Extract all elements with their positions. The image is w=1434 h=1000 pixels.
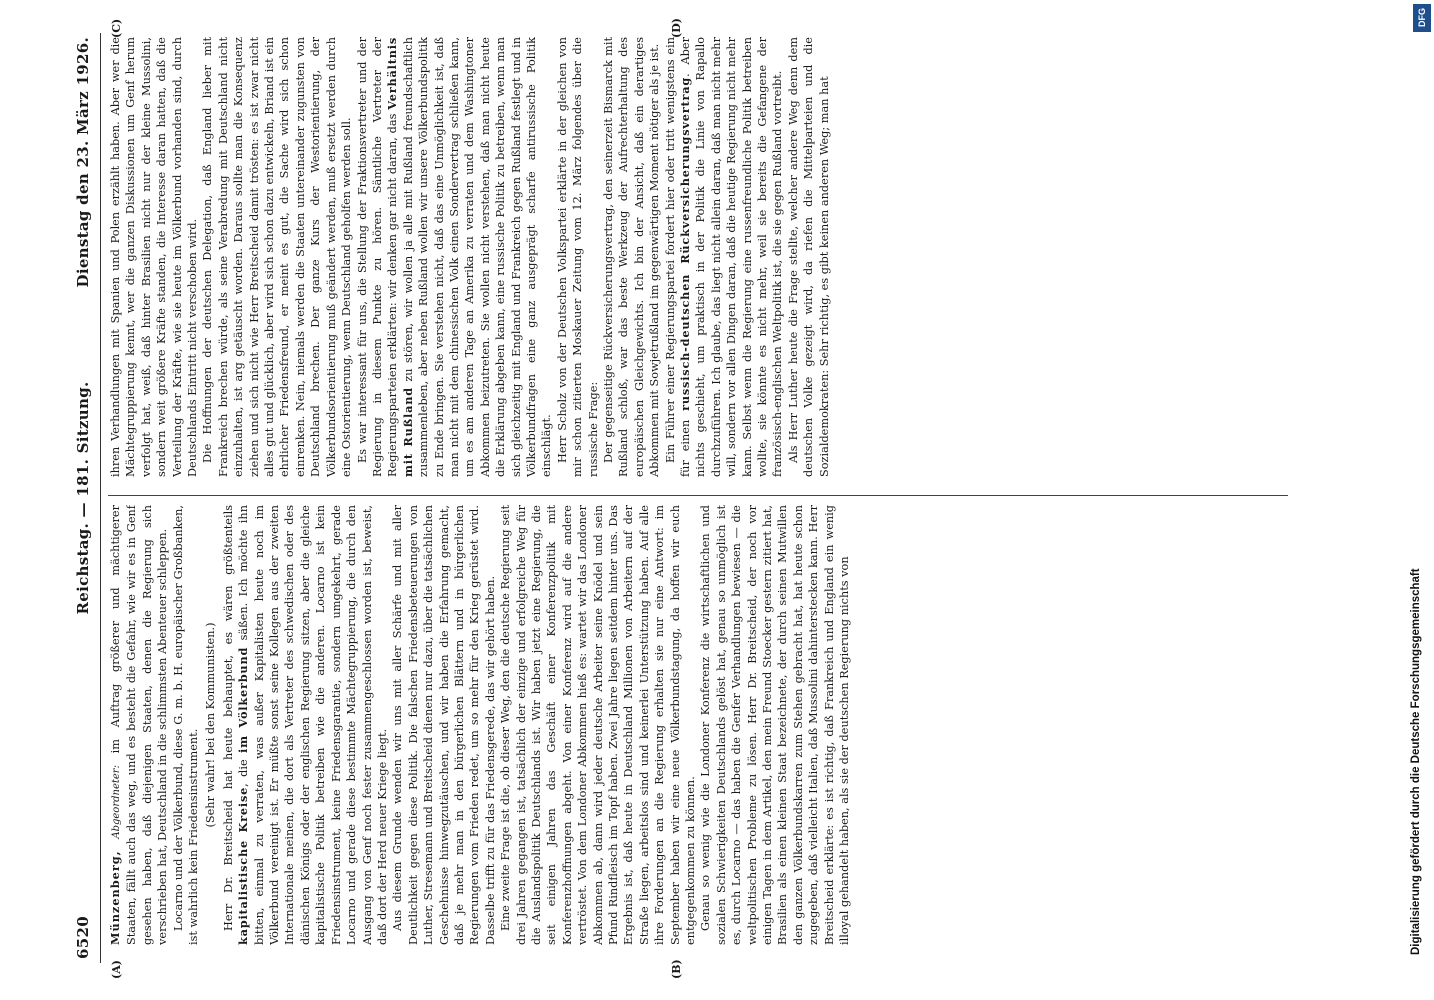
speaker-role: Abgeordneter: (111, 765, 122, 839)
page-number: 6520 (74, 916, 92, 959)
header-rule (100, 33, 101, 963)
emphasis-text: kapitalistische Kreise (236, 786, 251, 945)
paragraph (355, 37, 555, 477)
paragraph-text: säßen. Ich möchte ihn bitten, einmal zu verraten, was außer Kapitalisten heute noch im Völkerbund vereinigt ist. Er müßte sonst seine Kollegen aus der zweiten Internationale meinen, die dort als Vertreter des schwedischen oder des dänischen Königs oder der englischen Regierung sitzen, aber die gleiche kapitalistische Politik betreiben wie die anderen. Locarno ist kein Friedensinstrument, keine Friedensgarantie, sondern umgekehrt, gerade Locarno und gerade diese bestimmte Mächtegruppierung, die durch den Ausgang von Genf noch fester zusammengeschlossen worden ist, beweist, daß dort der Herd neuer Kriege liegt. (237, 505, 389, 945)
interjection: (Sehr wahr! bei den Kommunisten.) (204, 622, 218, 828)
paragraph-text: Herr Dr. Breitscheid hat heute behauptet, es wären größtenteils (221, 505, 235, 931)
paragraph: Die Hoffnungen der deutschen Delegation, daß England lieber mit Frankreich brechen würde, als seine Verabredung mit Deutschland nicht einzuhalten, ist arg getäuscht worden. Daraus sollte man die Konsequenz ziehen und sich nicht wie Herr Breitscheid damit trösten: es ist zwar nicht alles gut und glücklich, aber wird sich schon dazu entwickeln, Briand ist ein ehrlicher Friedensfreund, er meint es gut, die Sache wird sich schon einrenken. Nein, niemals werden die Staaten untereinander zugunsten von Deutschland brechen. Der ganze Kurs der Westorientierung, der Völkerbundsorientierung muß geändert werden, muß ersetzt werden durch eine Ostorientierung, wenn Deutschland geholfen werden soll. (201, 37, 354, 477)
paragraph: Herr Scholz von der Deutschen Volkspartei erklärte in der gleichen von mir schon zitierten Moskauer Zeitung vom 12. März folgendes über die russische Frage: (555, 37, 600, 477)
paragraph-text: , die (237, 752, 251, 787)
paragraph (663, 37, 786, 477)
paragraph (221, 505, 390, 945)
page-header (70, 33, 100, 963)
rotated-document-page (70, 18, 1295, 979)
paragraph-text: im Auftrag größerer und mächtigerer Staaten, fällt auch das weg, und es besteht die Gefahr, wie wir es in Genf gesehen haben, daß diejenigen Staaten, denen die Regierung sich verschrieben hat, Deutschland in die schlimmsten Abenteuer schleppen. (109, 505, 170, 945)
paragraph-text: zu stören, wir wollen ja alle mit Rußland freundschaftlich zusammenleben, aber neben Rußland wollen wir unsere Völkerbundspolitik zu Ende bringen. Sie verstehen nicht, daß das eine Unmöglichkeit ist, daß man nicht mit dem chinesischen Volk einen Sondervertrag schließen kann, um es am anderen Tage an Amerika zu verraten und dem Washingtoner Abkommen beizutreten. Sie wollen nicht verstehen, daß man nicht heute die Erklärung abgeben kann, eine russische Politik zu betreiben, wenn man sich gleichzeitig mit England und Frankreich gegen Rußland festlegt und in Völkerbundfragen eine ganz ausgeprägt scharfe antirussische Politik einschlägt. (401, 37, 554, 477)
header-date: Dienstag den 23. März 1926. (74, 37, 92, 288)
margin-marker-b: (B) (670, 959, 683, 979)
paragraph: Eine zweite Frage ist die, ob dieser Weg, den die deutsche Regierung seit drei Jahren gegangen ist, tatsächlich der einzige und erfolgreiche Weg für die Auslandspolitik Deutschlands ist. Wir haben jetzt eine Regierung, die seit einigen Jahren das Geschäft einer Konferenzpolitik mit Konferenzhoffnungen abgeht. Von einer Konferenz wird auf die andere vertröstet. Von dem Londoner Abkommen hieß es: wartet wir das Londoner Abkommen ab, dann wird jeder deutsche Arbeiter seine Knödel und sein Pfund Rindfleisch im Topf haben. Zwei Jahre liegen seitdem hinter uns. Das Ergebnis ist, daß heute in Deutschland Millionen von Arbeitern auf der Straße liegen, arbeitslos sind und keinerlei Unterstützung haben. Auf alle ihre Forderungen an die Regierung erhalten sie nur eine Antwort: im September haben wir eine neue Völkerbundstagung, da hoffen wir euch entgegenkommen zu können. (499, 505, 698, 945)
dfg-logo: DFG (1413, 4, 1431, 32)
digitization-credit: Digitalisierung gefördert durch die Deutsche Forschungsgemeinschaft (1410, 568, 1422, 955)
paragraph: Genau so wenig wie die Londoner Konferenz die wirtschaftlichen und sozialen Schwierigkeiten Deutschlands gelöst hat, genau so unmöglich ist es, durch Locarno — das haben die Genfer Verhandlungen bewiesen — die weltpolitischen Probleme zu lösen. Herr Dr. Breitscheid, der noch vor einigen Tagen in dem Artikel, den mein Freund Stoecker gestern zitiert hat, Brasilien als einen kleinen Staat bezeichnete, der durch seinen Mutwillen den ganzen Völkerbundskarren zum Stehen gebracht hat, hat heute schon zugegeben, daß vielleicht Italien, daß Mussolini dahinterstecken kann. Herr Breitscheid erklärte: es ist richtig, daß Frankreich und England ein wenig illoyal gehandelt haben, als sie der deutschen Regierung nichts von (699, 505, 852, 945)
header-session-title: Reichstag. — 181. Sitzung. (74, 381, 92, 615)
paragraph: Aus diesem Grunde wenden wir uns mit aller Schärfe und mit aller Deutlichkeit gegen diese Politik. Die falschen Friedensbeteuerungen von Luther, Stresemann und Breitscheid dienen nur dazu, über die tatsächlichen Geschehnisse hinwegzutäuschen, und wir haben die Erfahrung gemacht, daß je mehr man in den bürgerlichen Blättern und in bürgerlichen Regierungen vom Frieden redet, um so mehr für den Krieg gerüstet wird. Dasselbe trifft zu für das Friedensgerede, das wir gehört haben. (391, 505, 497, 945)
left-text-column (108, 505, 1288, 945)
column-divider (108, 495, 1288, 496)
margin-marker-d: (D) (670, 18, 683, 38)
margin-marker-a: (A) (110, 960, 123, 979)
paragraph-text: . Aber nichts geschieht, um praktisch in der Politik die Linie von Rapallo durchzuführen. Ich glaube, das liegt nicht allein daran, daß man nicht mehr will, sondern vor allen Dingen daran, daß die heutige Regierung nicht mehr kann. Selbst wenn die Regierung eine russenfreundliche Politik betreiben wollte, sie könnte es nicht mehr, weil sie bereits die Gefangene der französisch-englischen Weltpolitik ist, die sie gegen Rußland vortreibt. (679, 37, 785, 477)
right-text-column (108, 37, 1288, 477)
quotation: Der gegenseitige Rückversicherungsvertrag, den seinerzeit Bismarck mit Rußland schloß, war das beste Werkzeug der Aufrechterhaltung des europäischen Gleichgewichts. Ich bin der Ansicht, daß ein derartiges Abkommen mit Sowjetrußland im gegenwärtigen Moment nötiger als je ist. (602, 37, 662, 477)
emphasis-text: Verhältnis mit Rußland (385, 37, 415, 477)
paragraph: ihren Verhandlungen mit Spanien und Polen erzählt haben. Aber wer die Mächtegruppierung kennt, wer die ganzen Diskussionen um Genf herum verfolgt hat, weiß, daß hinter Brasilien nicht nur der kleine Mussolini, sondern weit größere Kräfte standen, die Interesse daran hatten, daß die Verteilung der Kräfte, wie sie heute im Völkerbund vorhanden sind, durch Deutschlands Eintritt nicht verschoben wird. (109, 37, 200, 477)
speaker-name: Münzenberg, (108, 850, 122, 945)
margin-marker-c: (C) (110, 18, 123, 38)
emphasis-text: russisch-deutschen Rückversicherungsvertrag (678, 76, 693, 411)
paragraph-text: Ein Führer einer Regierungspartei fordert hier oder tritt wenigstens ein für einen (663, 37, 693, 477)
paragraph-text: Es war interessant für uns, die Stellung der Fraktionsvertreter und der Regierung in diesem Punkte zu hören. Sämtliche Vertreter der Regierungsparteien erklärten: wir denken gar nicht daran, das (355, 37, 400, 477)
paragraph: Als Herr Luther heute die Frage stellte, welcher andere Weg denn dem deutschen Volke gezeigt wird, da riefen die Mittelparteien und die Sozialdemokraten: Sehr richtig, es gibt keinen anderen Weg; man hat (786, 37, 831, 477)
paragraph (108, 505, 171, 945)
emphasis-text: im Völkerbund (236, 646, 251, 753)
paragraph: Locarno und der Völkerbund, diese G. m. b. H. europäischer Großbanken, ist wahrlich kein Friedensinstrument. (171, 505, 201, 945)
